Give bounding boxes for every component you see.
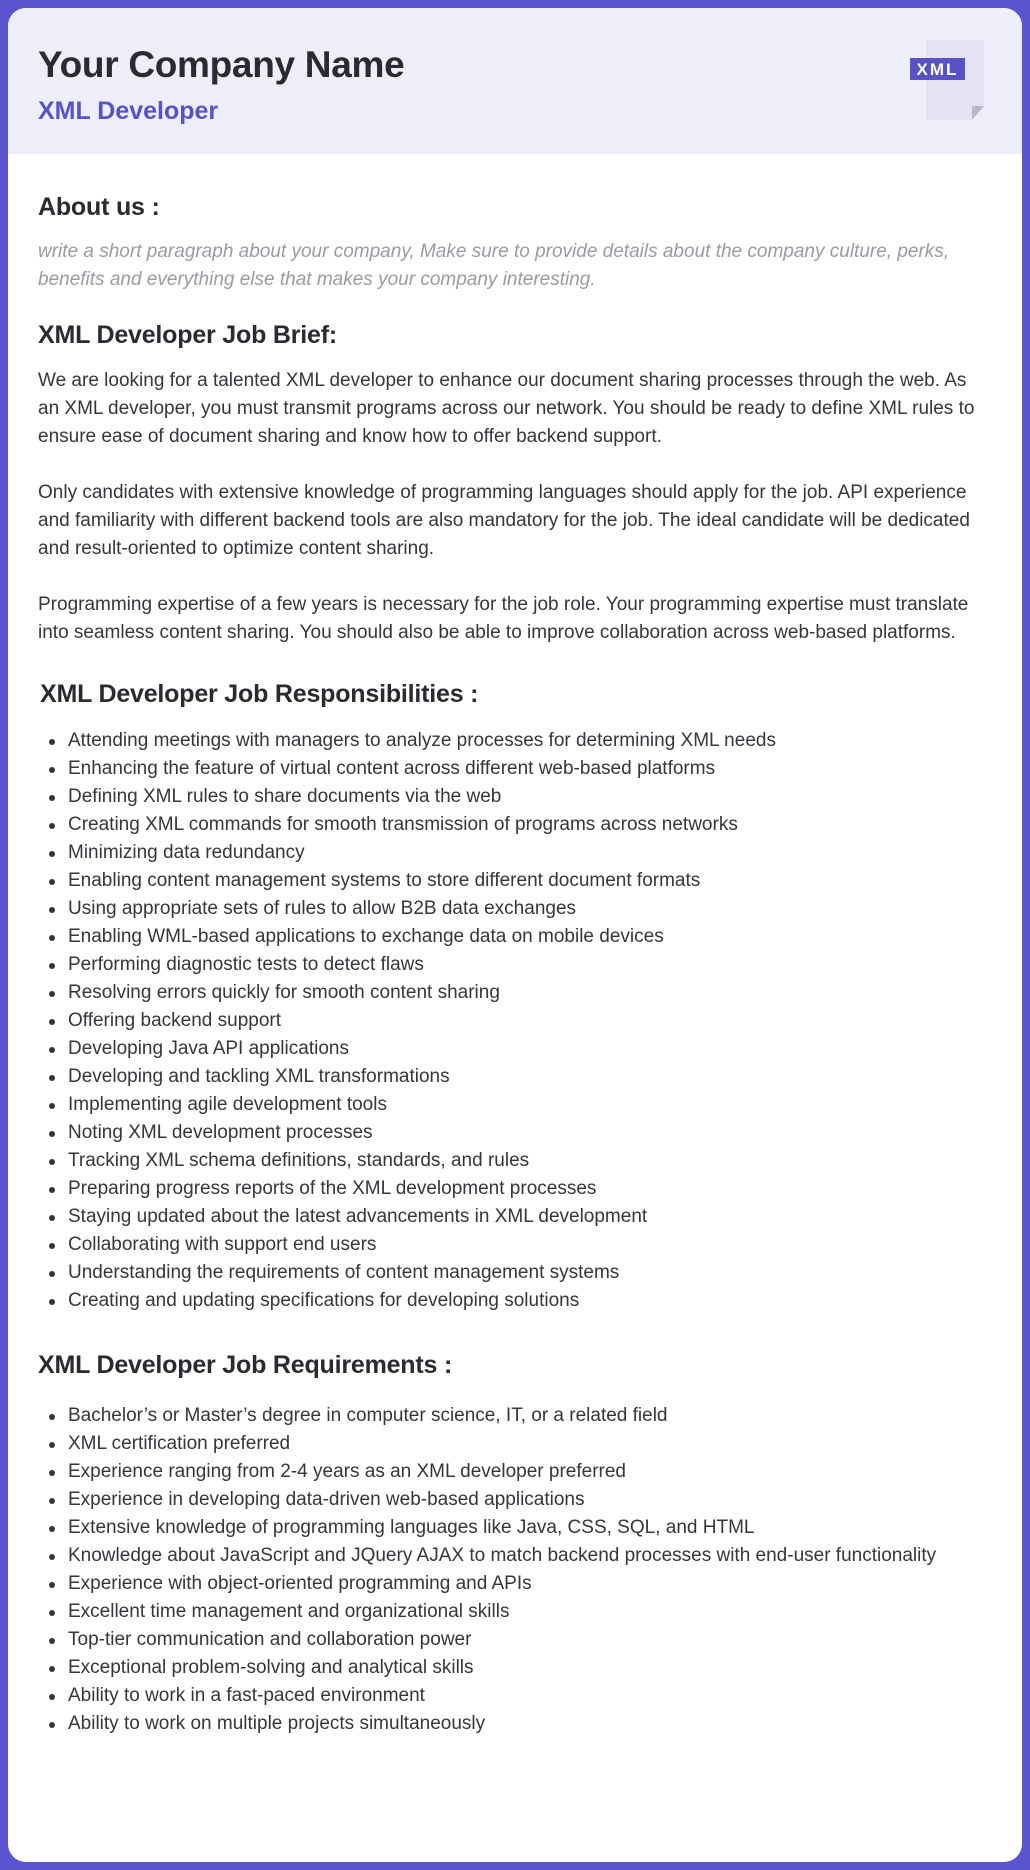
header [8,8,1022,154]
brief-paragraph: Only candidates with extensive knowledge of programming languages should apply for the job. API experience and familiarity with different backend tools are also mandatory for the job. The ideal candidate will be dedicated and result-oriented to optimize content sharing. [38,482,970,559]
list-item: Performing diagnostic tests to detect flaws [38,951,992,979]
list-item: Exceptional problem-solving and analytical skills [38,1654,992,1682]
list-item: Enhancing the feature of virtual content across different web-based platforms [38,755,992,783]
brief-paragraph: Programming expertise of a few years is necessary for the job role. Your programming expertise must translate into seamless content sharing. You should also be able to improve collaboration across web-based platforms. [38,594,969,643]
list-item: Ability to work on multiple projects simultaneously [38,1710,992,1738]
brief-heading: XML Developer Job Brief: [38,321,337,349]
list-item: Offering backend support [38,1007,992,1035]
responsibilities-heading: XML Developer Job Responsibilities : [40,680,479,708]
list-item: Creating XML commands for smooth transmission of programs across networks [38,811,992,839]
list-item: Enabling WML-based applications to exchange data on mobile devices [38,923,992,951]
list-item: Creating and updating specifications for developing solutions [38,1287,992,1315]
content [8,154,1022,1738]
xml-badge-label: XML [916,60,959,79]
list-item: Excellent time management and organizational skills [38,1598,992,1626]
list-item: Experience with object-oriented programming and APIs [38,1570,992,1598]
list-item: Knowledge about JavaScript and JQuery AJAX to match backend processes with end-user functionality [38,1542,992,1570]
list-item: Ability to work in a fast-paced environment [38,1682,992,1710]
requirements-list [38,1402,992,1738]
list-item: Using appropriate sets of rules to allow B2B data exchanges [38,895,992,923]
about-heading: About us : [38,193,160,221]
list-item: Experience ranging from 2-4 years as an XML developer preferred [38,1458,992,1486]
job-title: XML Developer [38,97,219,125]
about-placeholder: write a short paragraph about your company, Make sure to provide details about the company culture, perks, benefits and everything else that makes your company interesting. [38,241,950,290]
list-item: Bachelor’s or Master’s degree in computer science, IT, or a related field [38,1402,992,1430]
list-item: Preparing progress reports of the XML development processes [38,1175,992,1203]
list-item: Staying updated about the latest advancements in XML development [38,1203,992,1231]
list-item: Defining XML rules to share documents via the web [38,783,992,811]
responsibilities-list [38,727,992,1315]
list-item: Top-tier communication and collaboration power [38,1626,992,1654]
list-item: Implementing agile development tools [38,1091,992,1119]
list-item: Developing and tackling XML transformations [38,1063,992,1091]
list-item: Extensive knowledge of programming languages like Java, CSS, SQL, and HTML [38,1514,992,1542]
list-item: Attending meetings with managers to analyze processes for determining XML needs [38,727,992,755]
list-item: Tracking XML schema definitions, standards, and rules [38,1147,992,1175]
list-item: Noting XML development processes [38,1119,992,1147]
brief-paragraph: We are looking for a talented XML developer to enhance our document sharing processes through the web. As an XML developer, you must transmit programs across our network. You should be ready to define XML rules to ensure ease of document sharing and know how to offer backend support. [38,370,975,447]
list-item: Minimizing data redundancy [38,839,992,867]
requirements-heading: XML Developer Job Requirements : [38,1351,453,1379]
list-item: XML certification preferred [38,1430,992,1458]
list-item: Collaborating with support end users [38,1231,992,1259]
list-item: Understanding the requirements of content management systems [38,1259,992,1287]
list-item: Enabling content management systems to store different document formats [38,867,992,895]
job-description-card [8,8,1022,1862]
list-item: Experience in developing data-driven web-based applications [38,1486,992,1514]
xml-file-icon [910,40,998,120]
list-item: Resolving errors quickly for smooth content sharing [38,979,992,1007]
company-name: Your Company Name [38,44,405,85]
list-item: Developing Java API applications [38,1035,992,1063]
